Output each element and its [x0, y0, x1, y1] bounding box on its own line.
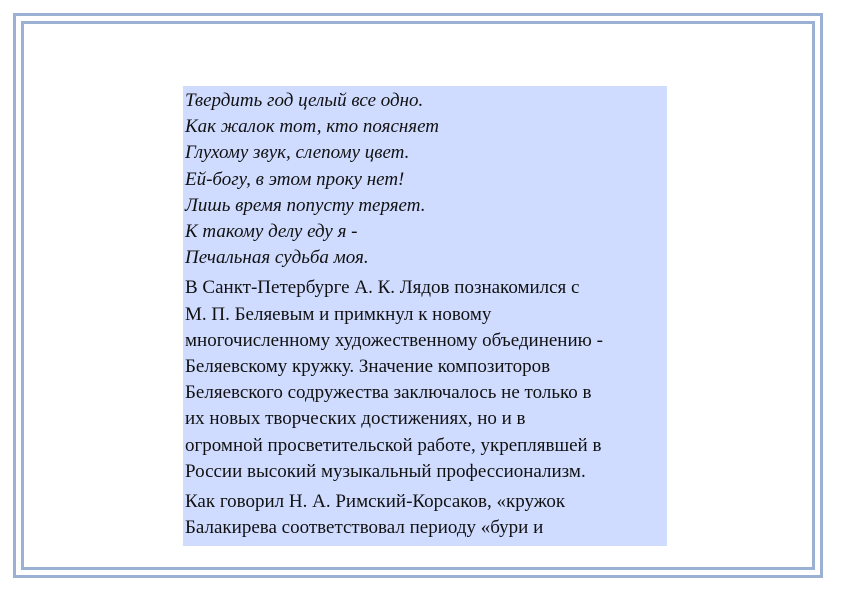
paragraph-line: В Санкт-Петербурге А. К. Лядов познакомился с — [185, 277, 580, 299]
poem-line: Как жалок тот, кто поясняет — [185, 116, 440, 138]
paragraph-line: их новых творческих достижениях, но и в — [185, 408, 526, 430]
poem-line: Ей-богу, в этом проку нет! — [185, 168, 405, 190]
poem-line: Глухому звук, слепому цвет. — [185, 142, 410, 164]
poem-line: К такому делу еду я - — [185, 221, 358, 243]
paragraph-line: Беляевскому кружку. Значение композиторов — [185, 356, 551, 378]
poem-line: Твердить год целый все одно. — [185, 90, 424, 111]
poem-line: Лишь время попусту теряет. — [185, 194, 426, 216]
paragraph-line: Как говорил Н. А. Римский-Корсаков, «кружок — [185, 491, 566, 513]
paragraph-line: Беляевского содружества заключалось не только в — [185, 382, 592, 404]
text-box — [183, 86, 667, 546]
poem-line: Печальная судьба моя. — [185, 247, 369, 269]
poem-quote — [183, 86, 667, 271]
paragraph-line: огромной просветительской работе, укреплявшей в — [185, 434, 602, 456]
paragraph-line: М. П. Беляевым и примкнул к новому — [185, 303, 492, 325]
paragraph-line: России высокий музыкальный профессионализм. — [185, 460, 586, 482]
paragraph-rimsky-korsakov — [183, 489, 667, 541]
paragraph-line: многочисленному художественному объединению - — [185, 329, 603, 351]
paragraph-lyadov-belyaev — [183, 275, 667, 485]
paragraph-line: Балакирева соответствовал периоду «бури и — [185, 517, 544, 539]
